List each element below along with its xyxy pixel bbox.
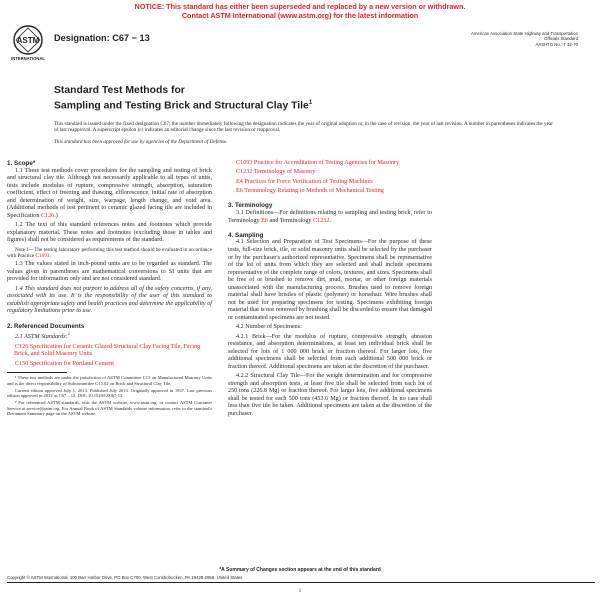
notice-line-1: NOTICE: This standard has either been superseded and replaced by a new version or withdrawn.	[134, 2, 466, 11]
para-4-2-1: 4.2.1 Brick—For the modulus of rupture, compressive strength, abrasion resistance, and absorption determinations, at least ten individual brick shall be selected for lots of 1 000 000 brick or fraction thereof. For larger lots, five additional specimens shall be selected from each additional 500 000 brick or fraction thereof. Additional specimens are taken at the discretion of the purchaser.	[228, 333, 432, 370]
section-3-heading: 3. Terminology	[228, 202, 273, 210]
issuance-statement	[54, 121, 554, 150]
link-c126[interactable]: C126	[40, 212, 55, 219]
link-e6[interactable]: E6	[261, 217, 268, 224]
footnote-1-edition: Current edition approved July 1, 2013. Published July 2013. Originally approved in 1937. Last previous edition approved in 2012 as C67 – 12. DOI: 10.1520/C0067-13.	[7, 387, 212, 399]
title-footnote-mark: 1	[308, 100, 313, 107]
notice-line-2: Contact ASTM International (www.astm.org) for the latest information	[181, 10, 419, 20]
title-line-2: Sampling and Testing Brick and Structural Clay Tile	[54, 100, 309, 112]
copyright-line: Copyright © ASTM International, 100 Barr Harbor Drive, PO Box C700, West Conshohocken, PA 19428-2959. United States	[7, 575, 243, 580]
logo-wordmark: ASTM	[16, 36, 40, 45]
aashto-line-1: American Association State Highway and Transportation	[470, 31, 578, 36]
page-number: 1	[298, 588, 302, 594]
aashto-line-2: Officials Standard	[544, 36, 578, 42]
ref-c150[interactable]: C150 Specification for Portland Cement	[15, 360, 114, 367]
title-line-1: Standard Test Methods for	[54, 85, 185, 96]
para-1-1: 1.1 These test methods cover procedures for the sampling and testing of brick and structural clay tile. Although not necessarily applicable to all types of units, tests include modulus of rupture, compressive strength, absorption, saturation coefficient, effect of freezing and thawing, efflorescence, initial rate of absorption and determination of weight, size, warpage, length change, and void area. (Additional methods of test pertinent to ceramic glazed facing tile are included in Specification C126.)	[7, 167, 212, 219]
para-3-1: 3.1 Definitions—For definitions relating to sampling and testing brick, refer to Terminology E6 and Terminology C1232.	[228, 209, 432, 224]
ref-c1232[interactable]: C1232 Terminology of Masonry	[236, 169, 316, 176]
footnote-rule	[7, 372, 67, 373]
ref-e6[interactable]: E6 Terminology Relating to Methods of Mechanical Testing	[236, 188, 384, 195]
right-column	[228, 160, 432, 420]
astm-logo	[10, 24, 46, 62]
withdrawal-notice	[0, 3, 600, 20]
link-c1232[interactable]: C1232	[313, 217, 330, 224]
ref-c126[interactable]: C126 Specification for Ceramic Glazed Structural Clay Facing Tile, Facing Brick, and Solid Masonry Units	[14, 343, 201, 358]
section-2-heading: 2. Referenced Documents	[7, 322, 85, 330]
logo-subtext: INTERNATIONAL	[11, 56, 45, 61]
para-4-2: 4.2 Number of Specimens:	[236, 324, 302, 331]
document-title	[54, 85, 312, 113]
section-1-heading: 1. Scope*	[7, 160, 36, 167]
footnote-1: ¹ These test methods are under the jurisdiction of ASTM Committee C15 on Manufactured Masonry Units and is the direct responsibility of Subcommittee C15.02 on Brick and Structural Clay Tile.	[7, 375, 212, 386]
para-1-2: 1.2 The text of this standard references notes and footnotes which provide explanatory material. These notes and footnotes (excluding those in tables and figures) shall not be considered as requirements of the standard.	[7, 222, 212, 244]
para-4-2-2: 4.2.2 Structural Clay Tile—For the weight determination and for compressive strength and absorption tests, at least five tile shall be selected from each lot of 250 tons (226.8 Mg) or fraction thereof. For larger lots, five additional specimens shall be tested for each 500 tons (453.6 Mg) or fraction thereof. In no case shall less than five tile be taken. Additional specimens are taken at the discretion of the purchaser.	[228, 373, 432, 417]
dod-approval: This standard has been approved for use by agencies of the Department of Defense.	[54, 138, 228, 145]
footnote-2: ² For referenced ASTM standards, visit the ASTM website, www.astm.org, or contact ASTM Customer Service at service@astm.org. For Annual Book of ASTM Standards volume information, refer to the standard's Document Summary page on the ASTM website.	[7, 400, 212, 417]
summary-of-changes-note: *A Summary of Changes section appears at the end of this standard	[219, 567, 381, 573]
aashto-header	[471, 31, 578, 47]
aashto-line-3: AASHTO No.: T 32-70	[535, 41, 578, 47]
para-1-3: 1.3 The values stated in inch-pound units are to be regarded as standard. The values given in parentheses are mathematical conversions to SI units that are provided for information only and are not considered standard.	[7, 261, 212, 283]
issuance-paragraph: This standard is issued under the fixed designation C67; the number immediately following the designation indicates the year of original adoption or, in the case of revision, the year of last revision. A number in parentheses indicates the year of last reapproval. A superscript epsilon (ε) indicates an editorial change since the last revision or reapproval.	[54, 121, 553, 134]
note-1: Note 1—The testing laboratory performing this test method should be evaluated in accordance with Practice C1093.	[7, 246, 212, 260]
left-column	[7, 160, 212, 418]
para-1-4: 1.4 This standard does not purport to address all of the safety concerns, if any, associated with its use. It is the responsibility of the user of this standard to establish appropriate safety and health practices and determine the applicability of regulatory limitations prior to use.	[7, 285, 212, 315]
ref-c1093[interactable]: C1093 Practice for Accreditation of Testing Agencies for Masonry	[236, 160, 400, 166]
para-2-1: 2.1 ASTM Standards:$^2$	[15, 331, 70, 341]
para-4-1: 4.1 Selection and Preparation of Test Specimens—For the purpose of these tests, full-size brick, tile, or solid masonry units shall be selected by the purchaser or by the purchaser's authorized representative. Specimens shall be representative of the lot of units from which they are selected and shall include specimens representative of the complete range of colors, textures, and sizes. Specimens shall be free of or brushed to remove dirt, mud, mortar, or other foreign materials unassociated with the manufacturing process. Brushes used to remove foreign material shall have bristles of plastic (polymer) or horsehair. Wire brushes shall not be used for preparing specimens for testing. Specimens exhibiting foreign material that is not removed by brushing shall be discarded to ensure that damaged or contaminated specimens are not tested.	[228, 239, 432, 321]
link-c1093[interactable]: C1093	[35, 253, 50, 260]
designation: Designation: C67 − 13	[54, 33, 150, 43]
ref-e4[interactable]: E4 Practices for Force Verification of Testing Machines	[236, 178, 373, 185]
section-4-heading: 4. Sampling	[228, 231, 264, 239]
footer-rule	[7, 582, 595, 583]
